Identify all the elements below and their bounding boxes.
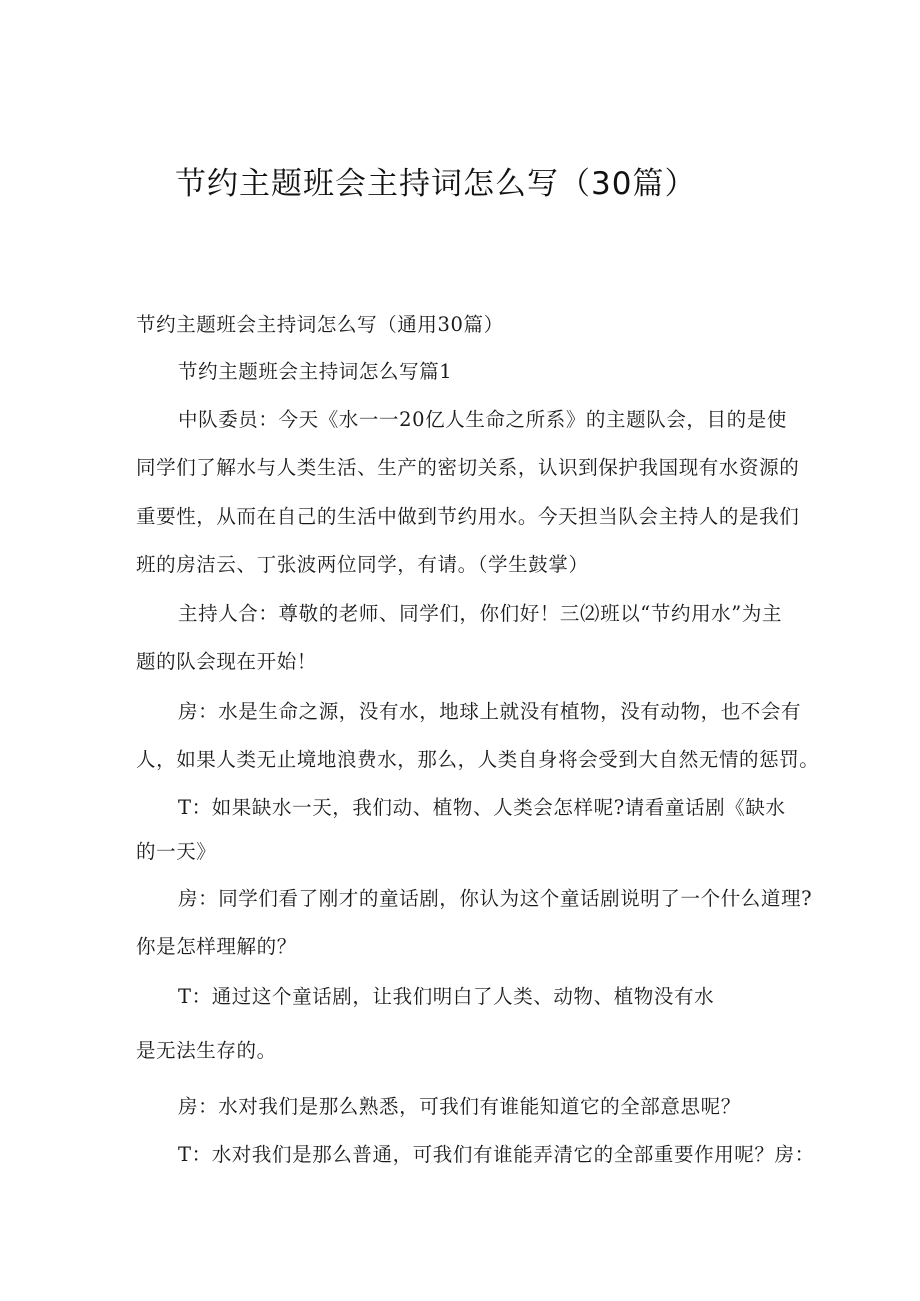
paragraph-line: 房：同学们看了刚才的童话剧，你认为这个童话剧说明了一个什么道理? [178, 887, 813, 910]
paragraph-line: T：水对我们是那么普通，可我们有谁能弄清它的全部重要作用呢？房： [178, 1143, 815, 1166]
section-heading: 节约主题班会主持词怎么写篇1 [178, 360, 453, 383]
paragraph-line: T：如果缺水一天，我们动、植物、人类会怎样呢?请看童话剧《缺水 [178, 796, 786, 819]
paragraph-line: 同学们了解水与人类生活、生产的密切关系，认识到保护我国现有水资源的 [136, 456, 800, 479]
paragraph-line: 房：水是生命之源，没有水，地球上就没有植物，没有动物，也不会有 [178, 700, 802, 723]
paragraph-line: 你是怎样理解的？ [136, 935, 297, 958]
paragraph-line: 人，如果人类无止境地浪费水，那么，人类自身将会受到大自然无情的惩罚。 [136, 748, 820, 771]
paragraph-line: 房：水对我们是那么熟悉，可我们有谁能知道它的全部意思呢？ [178, 1095, 741, 1118]
paragraph-line: 是无法生存的。 [136, 1039, 277, 1062]
paragraph-line: 的一天》 [136, 840, 217, 863]
paragraph-line: 题的队会现在开始！ [136, 650, 317, 673]
document-title: 节约主题班会主持词怎么写（30篇） [175, 166, 697, 202]
subtitle-line: 节约主题班会主持词怎么写（通用30篇） [136, 313, 504, 336]
paragraph-line: 主持人合：尊敬的老师、同学们，你们好！三⑵班以“节约用水”为主 [178, 602, 783, 625]
paragraph-line: 重要性，从而在自己的生活中做到节约用水。今天担当队会主持人的是我们 [136, 505, 800, 528]
paragraph-line: T：通过这个童话剧，让我们明白了人类、动物、植物没有水 [178, 985, 715, 1008]
paragraph-line: 中队委员：今天《水一一20亿人生命之所系》的主题队会，目的是使 [178, 408, 787, 431]
paragraph-line: 班的房洁云、丁张波两位同学，有请。（学生鼓掌） [136, 553, 589, 576]
